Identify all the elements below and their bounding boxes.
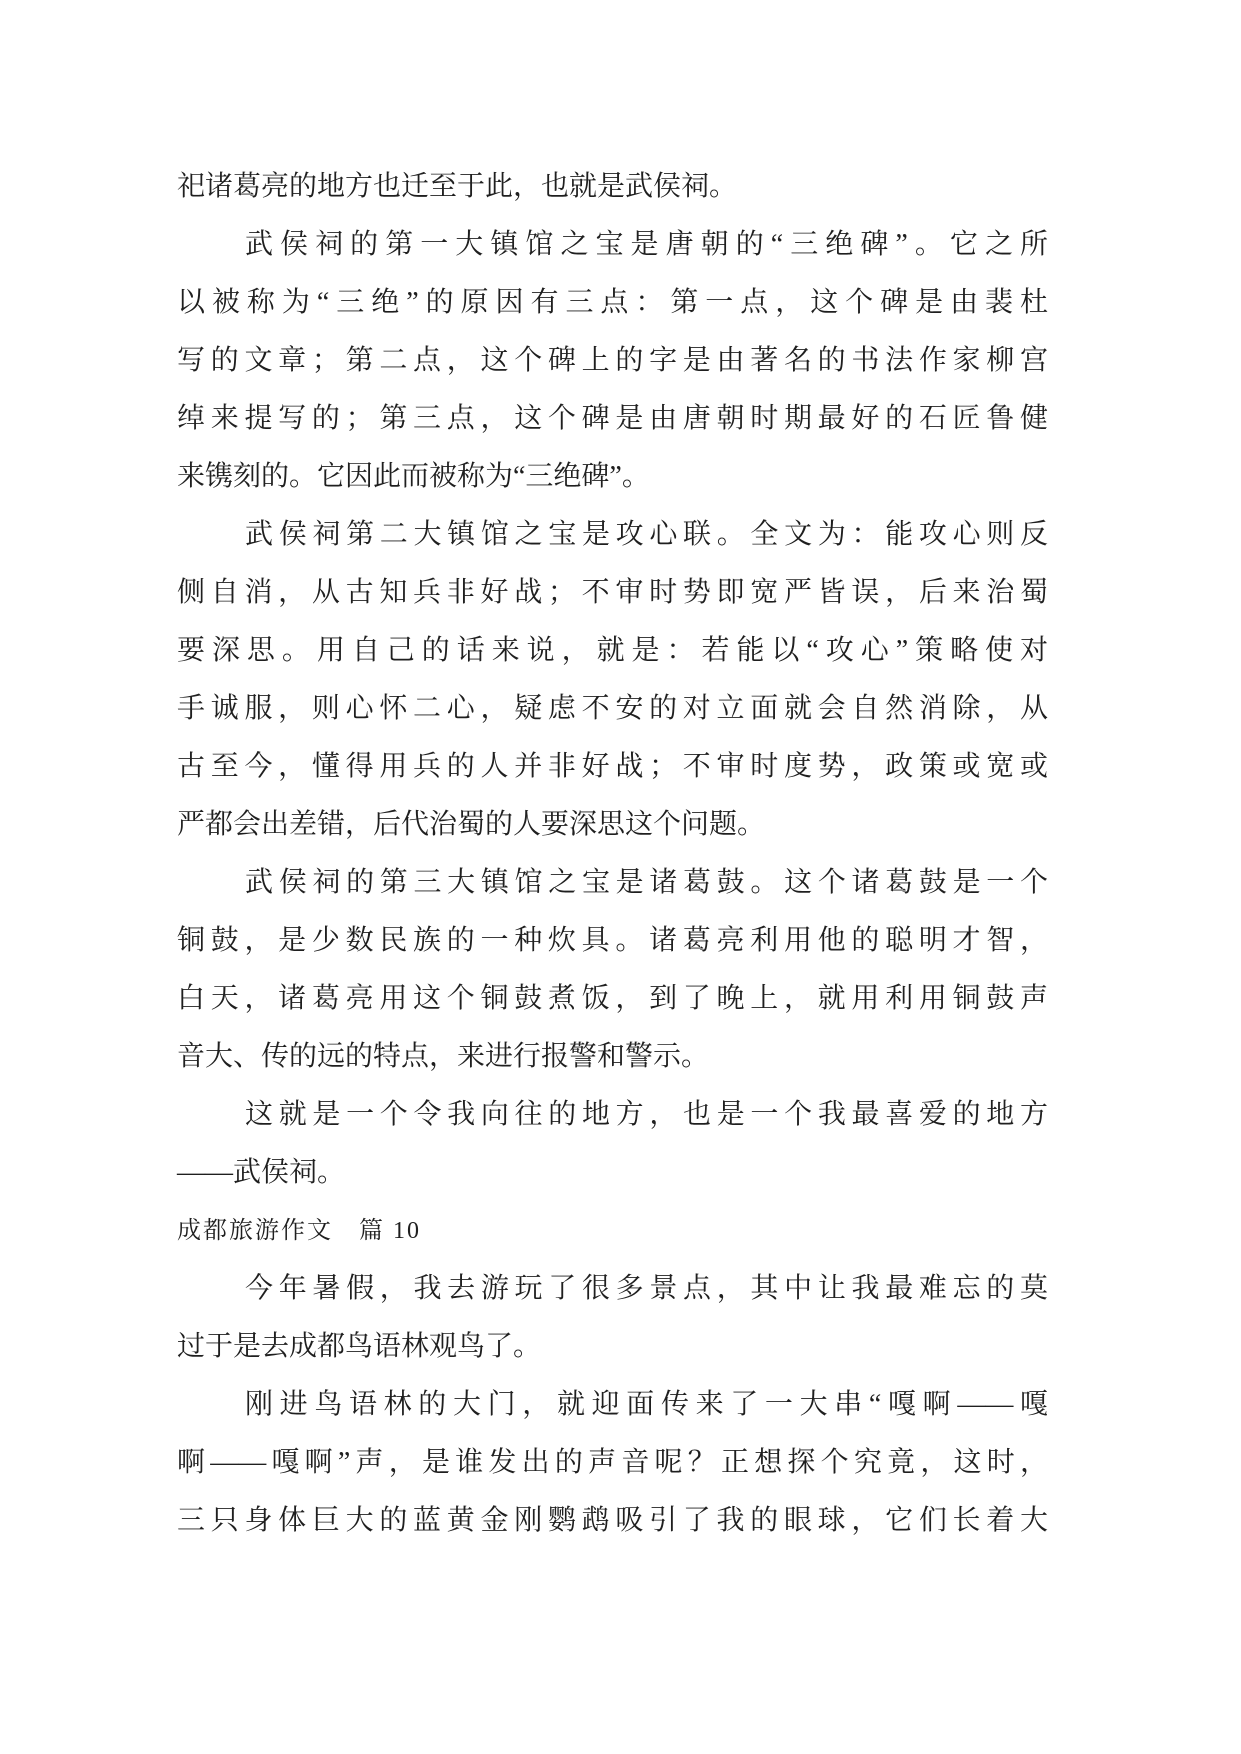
text-line: 绰来提写的；第三点，这个碑是由唐朝时期最好的石匠鲁健 xyxy=(177,403,1048,434)
text-line: 过于是去成都鸟语林观鸟了。 xyxy=(177,1331,542,1362)
text-line: 以被称为“三绝”的原因有三点：第一点，这个碑是由裴杜 xyxy=(177,287,1048,318)
text-line: 白天，诸葛亮用这个铜鼓煮饭，到了晚上，就用利用铜鼓声 xyxy=(177,983,1048,1014)
text-line: 要深思。用自己的话来说，就是：若能以“攻心”策略使对 xyxy=(177,635,1048,666)
text-line: 刚进鸟语林的大门，就迎面传来了一大串“嘎啊——嘎 xyxy=(245,1389,1048,1420)
text-line: 啊——嘎啊”声，是谁发出的声音呢？正想探个究竟，这时， xyxy=(177,1447,1048,1478)
text-line: 这就是一个令我向往的地方，也是一个我最喜爱的地方 xyxy=(245,1099,1048,1130)
text-line: 武侯祠的第三大镇馆之宝是诸葛鼓。这个诸葛鼓是一个 xyxy=(245,867,1048,898)
text-line: 严都会出差错，后代治蜀的人要深思这个问题。 xyxy=(177,809,766,840)
text-line: 古至今，懂得用兵的人并非好战；不审时度势，政策或宽或 xyxy=(177,751,1048,782)
section-heading: 成都旅游作文 篇 10 xyxy=(177,1218,421,1244)
text-line: 音大、传的远的特点，来进行报警和警示。 xyxy=(177,1041,710,1072)
text-line: 武侯祠的第一大镇馆之宝是唐朝的“三绝碑”。它之所 xyxy=(245,229,1048,260)
text-line: 祀诸葛亮的地方也迁至于此，也就是武侯祠。 xyxy=(177,171,738,202)
text-line: 武侯祠第二大镇馆之宝是攻心联。全文为：能攻心则反 xyxy=(245,519,1048,550)
text-line: 侧自消，从古知兵非好战；不审时势即宽严皆误，后来治蜀 xyxy=(177,577,1048,608)
text-line: 三只身体巨大的蓝黄金刚鹦鹉吸引了我的眼球，它们长着大 xyxy=(177,1505,1048,1536)
text-line: 手诚服，则心怀二心，疑虑不安的对立面就会自然消除，从 xyxy=(177,693,1048,724)
essay-text-block xyxy=(177,158,1048,1550)
text-line: 来镌刻的。它因此而被称为“三绝碑”。 xyxy=(177,461,650,492)
text-line: 铜鼓，是少数民族的一种炊具。诸葛亮利用他的聪明才智， xyxy=(177,925,1048,956)
text-line: 写的文章；第二点，这个碑上的字是由著名的书法作家柳宫 xyxy=(177,345,1048,376)
text-line: 今年暑假，我去游玩了很多景点，其中让我最难忘的莫 xyxy=(245,1273,1048,1304)
text-line: ——武侯祠。 xyxy=(177,1157,346,1188)
